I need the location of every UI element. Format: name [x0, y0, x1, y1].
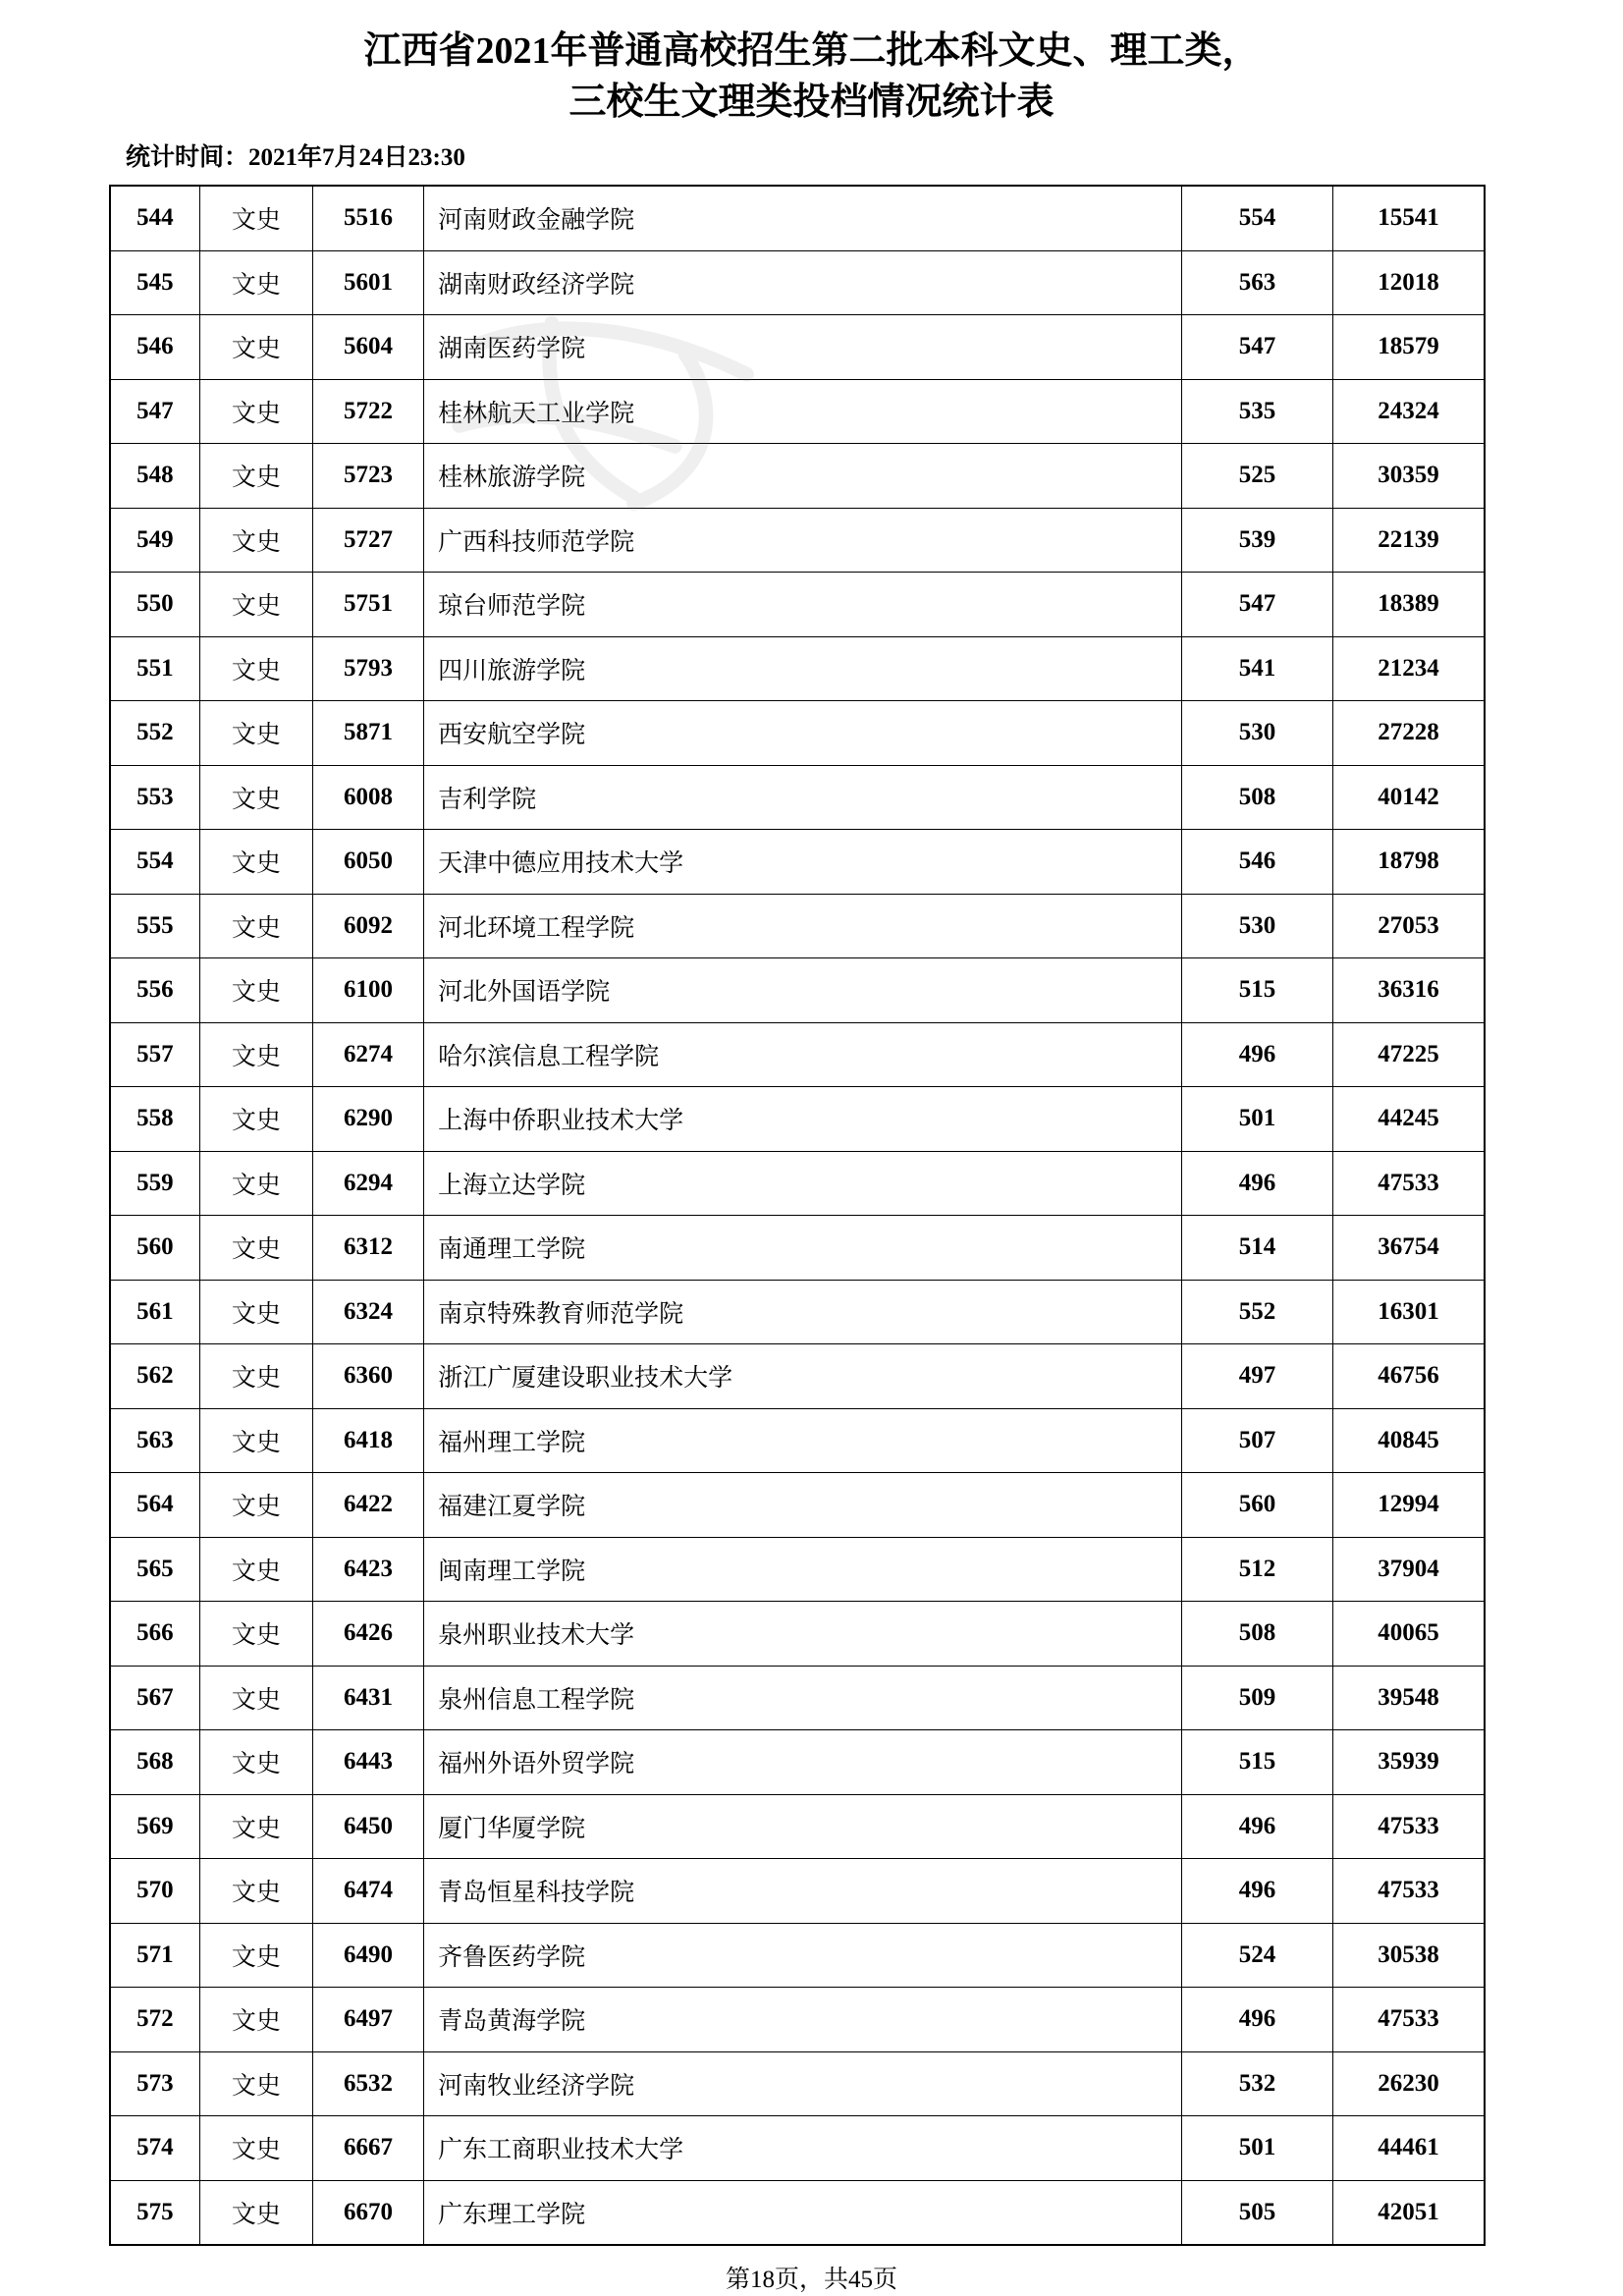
cell-code: 6667 [312, 2116, 423, 2181]
cell-index: 554 [110, 830, 199, 895]
cell-school: 浙江广厦建设职业技术大学 [424, 1344, 1182, 1409]
cell-type: 文史 [199, 701, 312, 766]
cell-index: 569 [110, 1794, 199, 1859]
cell-code: 6670 [312, 2180, 423, 2245]
cell-school: 泉州信息工程学院 [424, 1666, 1182, 1730]
table-row [110, 1022, 1485, 1087]
cell-rank: 47533 [1332, 1988, 1485, 2052]
cell-type: 文史 [199, 315, 312, 380]
table-row [110, 894, 1485, 958]
cell-school: 上海立达学院 [424, 1151, 1182, 1216]
cell-score: 546 [1182, 830, 1333, 895]
cell-code: 5516 [312, 186, 423, 250]
cell-type: 文史 [199, 2180, 312, 2245]
cell-type: 文史 [199, 1408, 312, 1473]
table-row [110, 186, 1485, 250]
cell-code: 6490 [312, 1923, 423, 1988]
cell-code: 6418 [312, 1408, 423, 1473]
cell-score: 501 [1182, 1087, 1333, 1152]
admission-scores-table [109, 185, 1486, 2246]
cell-index: 558 [110, 1087, 199, 1152]
cell-code: 6497 [312, 1988, 423, 2052]
cell-code: 6426 [312, 1602, 423, 1667]
cell-index: 552 [110, 701, 199, 766]
cell-score: 508 [1182, 765, 1333, 830]
table-row [110, 2051, 1485, 2116]
cell-score: 525 [1182, 444, 1333, 509]
cell-type: 文史 [199, 444, 312, 509]
cell-index: 559 [110, 1151, 199, 1216]
cell-index: 564 [110, 1473, 199, 1538]
cell-school: 湖南医药学院 [424, 315, 1182, 380]
cell-school: 南通理工学院 [424, 1216, 1182, 1281]
document-title [0, 0, 1623, 128]
cell-code: 6422 [312, 1473, 423, 1538]
cell-school: 南京特殊教育师范学院 [424, 1280, 1182, 1344]
cell-type: 文史 [199, 1859, 312, 1924]
cell-school: 四川旅游学院 [424, 636, 1182, 701]
cell-score: 554 [1182, 186, 1333, 250]
cell-rank: 12994 [1332, 1473, 1485, 1538]
cell-score: 541 [1182, 636, 1333, 701]
cell-code: 6008 [312, 765, 423, 830]
cell-index: 548 [110, 444, 199, 509]
cell-type: 文史 [199, 1988, 312, 2052]
cell-code: 5793 [312, 636, 423, 701]
cell-code: 5604 [312, 315, 423, 380]
title-line-2: 三校生文理类投档情况统计表 [568, 82, 1055, 123]
cell-rank: 21234 [1332, 636, 1485, 701]
cell-school: 上海中侨职业技术大学 [424, 1087, 1182, 1152]
cell-rank: 47533 [1332, 1151, 1485, 1216]
table-row [110, 1988, 1485, 2052]
cell-code: 6324 [312, 1280, 423, 1344]
cell-type: 文史 [199, 1087, 312, 1152]
cell-index: 568 [110, 1730, 199, 1795]
cell-school: 广东工商职业技术大学 [424, 2116, 1182, 2181]
cell-rank: 16301 [1332, 1280, 1485, 1344]
cell-index: 571 [110, 1923, 199, 1988]
cell-code: 6450 [312, 1794, 423, 1859]
cell-school: 西安航空学院 [424, 701, 1182, 766]
table-row [110, 701, 1485, 766]
cell-type: 文史 [199, 2051, 312, 2116]
cell-code: 5601 [312, 250, 423, 315]
cell-rank: 39548 [1332, 1666, 1485, 1730]
cell-score: 515 [1182, 1730, 1333, 1795]
table-row [110, 636, 1485, 701]
cell-rank: 22139 [1332, 508, 1485, 573]
cell-score: 501 [1182, 2116, 1333, 2181]
cell-code: 5871 [312, 701, 423, 766]
cell-rank: 35939 [1332, 1730, 1485, 1795]
table-row [110, 830, 1485, 895]
cell-index: 561 [110, 1280, 199, 1344]
cell-type: 文史 [199, 2116, 312, 2181]
cell-index: 551 [110, 636, 199, 701]
cell-code: 6532 [312, 2051, 423, 2116]
cell-code: 5722 [312, 379, 423, 444]
cell-school: 泉州职业技术大学 [424, 1602, 1182, 1667]
cell-index: 549 [110, 508, 199, 573]
table-row [110, 765, 1485, 830]
cell-school: 福建江夏学院 [424, 1473, 1182, 1538]
cell-school: 河北外国语学院 [424, 958, 1182, 1023]
cell-rank: 26230 [1332, 2051, 1485, 2116]
cell-score: 560 [1182, 1473, 1333, 1538]
cell-type: 文史 [199, 1473, 312, 1538]
cell-score: 497 [1182, 1344, 1333, 1409]
cell-rank: 24324 [1332, 379, 1485, 444]
cell-index: 546 [110, 315, 199, 380]
cell-school: 福州外语外贸学院 [424, 1730, 1182, 1795]
cell-code: 6050 [312, 830, 423, 895]
cell-school: 吉利学院 [424, 765, 1182, 830]
cell-rank: 30359 [1332, 444, 1485, 509]
cell-index: 570 [110, 1859, 199, 1924]
cell-type: 文史 [199, 1730, 312, 1795]
cell-type: 文史 [199, 1794, 312, 1859]
cell-rank: 27228 [1332, 701, 1485, 766]
table-row [110, 1151, 1485, 1216]
cell-index: 566 [110, 1602, 199, 1667]
cell-type: 文史 [199, 1280, 312, 1344]
cell-score: 496 [1182, 1022, 1333, 1087]
cell-index: 556 [110, 958, 199, 1023]
cell-rank: 42051 [1332, 2180, 1485, 2245]
cell-rank: 18579 [1332, 315, 1485, 380]
cell-rank: 18798 [1332, 830, 1485, 895]
table-row [110, 1280, 1485, 1344]
table-row [110, 1794, 1485, 1859]
cell-school: 哈尔滨信息工程学院 [424, 1022, 1182, 1087]
table-row [110, 1923, 1485, 1988]
cell-rank: 18389 [1332, 573, 1485, 637]
table-row [110, 1859, 1485, 1924]
cell-school: 湖南财政经济学院 [424, 250, 1182, 315]
cell-type: 文史 [199, 765, 312, 830]
cell-index: 575 [110, 2180, 199, 2245]
cell-index: 547 [110, 379, 199, 444]
cell-index: 555 [110, 894, 199, 958]
cell-school: 河北环境工程学院 [424, 894, 1182, 958]
cell-rank: 12018 [1332, 250, 1485, 315]
cell-index: 560 [110, 1216, 199, 1281]
cell-index: 573 [110, 2051, 199, 2116]
table-row [110, 444, 1485, 509]
cell-code: 5727 [312, 508, 423, 573]
cell-index: 563 [110, 1408, 199, 1473]
table-row [110, 1730, 1485, 1795]
cell-code: 6360 [312, 1344, 423, 1409]
cell-code: 6474 [312, 1859, 423, 1924]
cell-score: 530 [1182, 894, 1333, 958]
table-row [110, 1344, 1485, 1409]
cell-score: 532 [1182, 2051, 1333, 2116]
cell-type: 文史 [199, 1666, 312, 1730]
cell-score: 496 [1182, 1151, 1333, 1216]
table-row [110, 1473, 1485, 1538]
cell-index: 562 [110, 1344, 199, 1409]
cell-code: 6423 [312, 1537, 423, 1602]
cell-type: 文史 [199, 1602, 312, 1667]
cell-school: 福州理工学院 [424, 1408, 1182, 1473]
cell-index: 565 [110, 1537, 199, 1602]
cell-code: 6290 [312, 1087, 423, 1152]
table-row [110, 958, 1485, 1023]
cell-rank: 36754 [1332, 1216, 1485, 1281]
cell-score: 496 [1182, 1859, 1333, 1924]
cell-school: 广西科技师范学院 [424, 508, 1182, 573]
cell-school: 河南牧业经济学院 [424, 2051, 1182, 2116]
cell-rank: 47225 [1332, 1022, 1485, 1087]
cell-type: 文史 [199, 636, 312, 701]
cell-rank: 46756 [1332, 1344, 1485, 1409]
table-row [110, 315, 1485, 380]
table-row [110, 2180, 1485, 2245]
cell-code: 5723 [312, 444, 423, 509]
cell-type: 文史 [199, 1151, 312, 1216]
cell-score: 552 [1182, 1280, 1333, 1344]
cell-score: 496 [1182, 1794, 1333, 1859]
statistics-time: 统计时间：2021年7月24日23:30 [126, 144, 465, 171]
title-line-1: 江西省2021年普通高校招生第二批本科文史、理工类， [363, 30, 1260, 72]
cell-index: 557 [110, 1022, 199, 1087]
cell-type: 文史 [199, 894, 312, 958]
cell-school: 青岛恒星科技学院 [424, 1859, 1182, 1924]
cell-rank: 44245 [1332, 1087, 1485, 1152]
cell-school: 齐鲁医药学院 [424, 1923, 1182, 1988]
admission-table-container [109, 185, 1486, 2246]
cell-code: 6100 [312, 958, 423, 1023]
cell-type: 文史 [199, 830, 312, 895]
cell-code: 6443 [312, 1730, 423, 1795]
cell-school: 厦门华厦学院 [424, 1794, 1182, 1859]
cell-rank: 47533 [1332, 1794, 1485, 1859]
table-body [110, 186, 1485, 2245]
cell-score: 507 [1182, 1408, 1333, 1473]
cell-score: 547 [1182, 315, 1333, 380]
cell-rank: 40065 [1332, 1602, 1485, 1667]
cell-rank: 15541 [1332, 186, 1485, 250]
table-row [110, 1666, 1485, 1730]
cell-school: 青岛黄海学院 [424, 1988, 1182, 2052]
table-row [110, 1602, 1485, 1667]
cell-rank: 40845 [1332, 1408, 1485, 1473]
cell-rank: 47533 [1332, 1859, 1485, 1924]
table-row [110, 379, 1485, 444]
cell-score: 530 [1182, 701, 1333, 766]
cell-index: 545 [110, 250, 199, 315]
cell-index: 553 [110, 765, 199, 830]
table-row [110, 1087, 1485, 1152]
cell-index: 574 [110, 2116, 199, 2181]
cell-index: 567 [110, 1666, 199, 1730]
cell-rank: 44461 [1332, 2116, 1485, 2181]
cell-score: 505 [1182, 2180, 1333, 2245]
cell-score: 539 [1182, 508, 1333, 573]
cell-score: 512 [1182, 1537, 1333, 1602]
cell-score: 509 [1182, 1666, 1333, 1730]
cell-code: 6274 [312, 1022, 423, 1087]
cell-school: 桂林航天工业学院 [424, 379, 1182, 444]
cell-rank: 27053 [1332, 894, 1485, 958]
cell-type: 文史 [199, 1923, 312, 1988]
cell-type: 文史 [199, 186, 312, 250]
cell-index: 550 [110, 573, 199, 637]
cell-score: 524 [1182, 1923, 1333, 1988]
cell-type: 文史 [199, 958, 312, 1023]
cell-score: 515 [1182, 958, 1333, 1023]
cell-rank: 30538 [1332, 1923, 1485, 1988]
cell-score: 508 [1182, 1602, 1333, 1667]
cell-type: 文史 [199, 1344, 312, 1409]
cell-rank: 36316 [1332, 958, 1485, 1023]
cell-code: 6294 [312, 1151, 423, 1216]
cell-code: 5751 [312, 573, 423, 637]
cell-type: 文史 [199, 508, 312, 573]
cell-code: 6312 [312, 1216, 423, 1281]
cell-code: 6092 [312, 894, 423, 958]
cell-type: 文史 [199, 1537, 312, 1602]
cell-school: 桂林旅游学院 [424, 444, 1182, 509]
table-row [110, 1537, 1485, 1602]
cell-school: 河南财政金融学院 [424, 186, 1182, 250]
cell-school: 琼台师范学院 [424, 573, 1182, 637]
cell-rank: 40142 [1332, 765, 1485, 830]
table-row [110, 2116, 1485, 2181]
cell-score: 496 [1182, 1988, 1333, 2052]
cell-index: 544 [110, 186, 199, 250]
cell-type: 文史 [199, 250, 312, 315]
cell-type: 文史 [199, 379, 312, 444]
cell-score: 547 [1182, 573, 1333, 637]
cell-type: 文史 [199, 1022, 312, 1087]
page-footer: 第18页，共45页 [725, 2267, 897, 2293]
table-row [110, 573, 1485, 637]
cell-type: 文史 [199, 1216, 312, 1281]
table-row [110, 1216, 1485, 1281]
cell-code: 6431 [312, 1666, 423, 1730]
cell-school: 广东理工学院 [424, 2180, 1182, 2245]
cell-score: 514 [1182, 1216, 1333, 1281]
cell-school: 闽南理工学院 [424, 1537, 1182, 1602]
cell-score: 563 [1182, 250, 1333, 315]
cell-index: 572 [110, 1988, 199, 2052]
cell-school: 天津中德应用技术大学 [424, 830, 1182, 895]
cell-rank: 37904 [1332, 1537, 1485, 1602]
table-row [110, 250, 1485, 315]
cell-type: 文史 [199, 573, 312, 637]
cell-score: 535 [1182, 379, 1333, 444]
table-row [110, 508, 1485, 573]
table-row [110, 1408, 1485, 1473]
